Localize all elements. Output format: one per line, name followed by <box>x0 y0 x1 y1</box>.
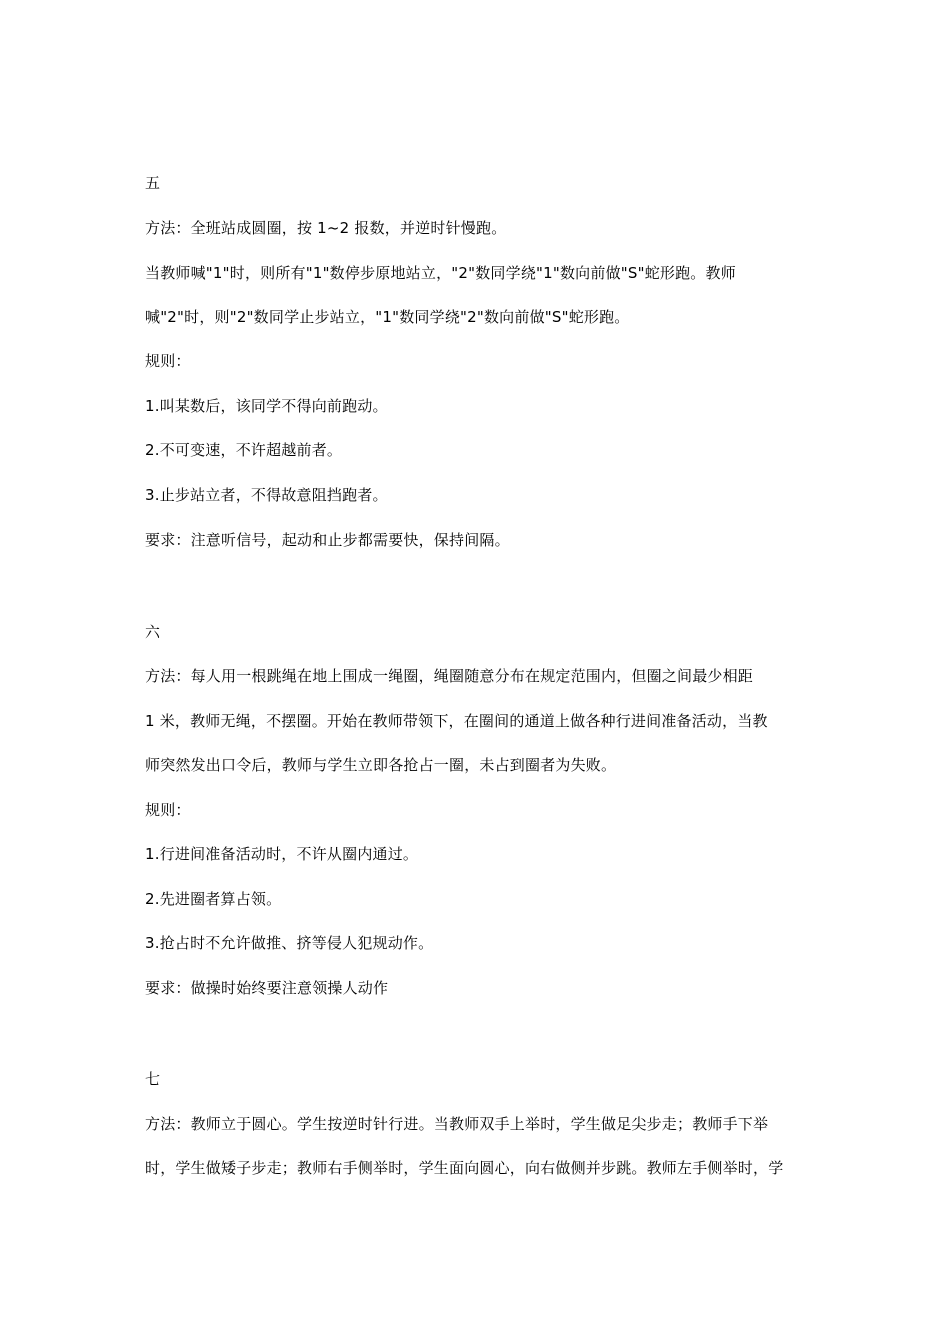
method-paragraph-line: 当教师喊"1"时，则所有"1"数停步原地站立，"2"数同学绕"1"数向前做"S"蛇形跑。教师 <box>145 264 736 282</box>
section-heading-5: 五 <box>145 174 161 192</box>
method-paragraph-line: 1 米，教师无绳，不摆圈。开始在教师带领下，在圈间的通道上做各种行进间准备活动，当教 <box>145 712 768 730</box>
requirement-line: 要求：做操时始终要注意领操人动作 <box>145 979 389 997</box>
section-heading-7: 七 <box>145 1070 161 1088</box>
rule-item: 3.止步站立者，不得故意阻挡跑者。 <box>145 486 388 504</box>
section-heading-6: 六 <box>145 623 161 641</box>
method-paragraph-line: 时，学生做矮子步走；教师右手侧举时，学生面向圆心，向右做侧并步跳。教师左手侧举时，学 <box>145 1159 784 1177</box>
requirement-line: 要求：注意听信号，起动和止步都需要快，保持间隔。 <box>145 531 510 549</box>
rules-label: 规则： <box>145 801 191 819</box>
rule-item: 2.先进圈者算占领。 <box>145 890 282 908</box>
method-paragraph-line: 喊"2"时，则"2"数同学止步站立，"1"数同学绕"2"数向前做"S"蛇形跑。 <box>145 308 630 326</box>
method-paragraph-line: 方法：全班站成圆圈，按 1~2 报数，并逆时针慢跑。 <box>145 219 507 237</box>
rule-item: 3.抢占时不允许做推、挤等侵人犯规动作。 <box>145 934 434 952</box>
rule-item: 1.行进间准备活动时，不许从圈内通过。 <box>145 845 419 863</box>
method-paragraph-line: 师突然发出口令后，教师与学生立即各抢占一圈，未占到圈者为失败。 <box>145 756 617 774</box>
method-paragraph-line: 方法：每人用一根跳绳在地上围成一绳圈，绳圈随意分布在规定范围内，但圈之间最少相距 <box>145 667 754 685</box>
method-paragraph-line: 方法：教师立于圆心。学生按逆时针行进。当教师双手上举时，学生做足尖步走；教师手下举 <box>145 1115 769 1133</box>
rule-item: 1.叫某数后，该同学不得向前跑动。 <box>145 397 388 415</box>
rule-item: 2.不可变速，不许超越前者。 <box>145 441 343 459</box>
rules-label: 规则： <box>145 352 191 370</box>
